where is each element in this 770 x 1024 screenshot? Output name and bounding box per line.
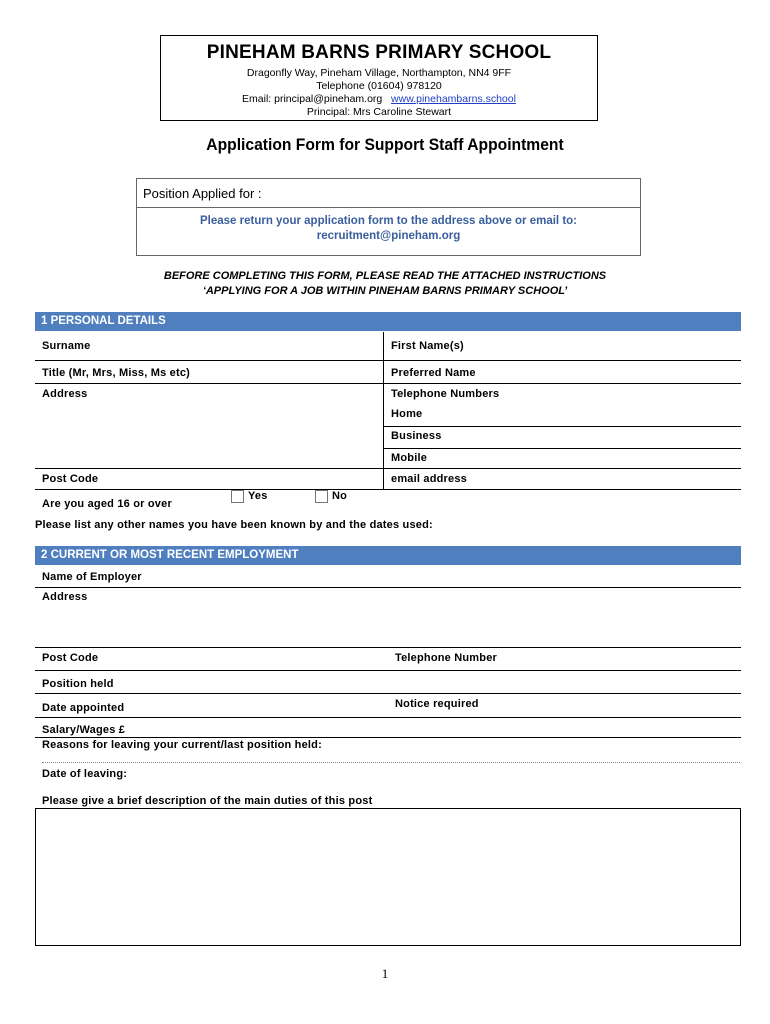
mobile-phone-label: Mobile xyxy=(391,452,428,464)
position-held-label: Position held xyxy=(42,678,114,690)
first-names-label: First Name(s) xyxy=(391,340,464,352)
address-label: Address xyxy=(42,388,88,400)
email-label: email address xyxy=(391,473,467,485)
home-phone-label: Home xyxy=(391,408,423,420)
business-phone-label: Business xyxy=(391,430,442,442)
return-line-1: Please return your application form to the address above or email to: xyxy=(199,215,578,227)
preferred-name-label: Preferred Name xyxy=(391,367,476,379)
yes-checkbox[interactable] xyxy=(231,490,244,503)
warning-line-1: BEFORE COMPLETING THIS FORM, PLEASE READ THE ATTACHED INSTRUCTIONS xyxy=(163,270,607,282)
employer-telephone-label: Telephone Number xyxy=(395,652,498,664)
school-email: Email: principal@pineham.org xyxy=(242,93,383,105)
divider xyxy=(35,647,741,648)
yes-label: Yes xyxy=(248,490,268,502)
reasons-dotted-line xyxy=(42,762,740,763)
salary-label: Salary/Wages £ xyxy=(42,724,126,736)
return-instructions xyxy=(137,208,640,244)
employer-label: Name of Employer xyxy=(42,571,142,583)
employer-postcode-label: Post Code xyxy=(42,652,99,664)
notice-required-label: Notice required xyxy=(395,698,479,710)
divider xyxy=(35,360,741,361)
divider xyxy=(383,383,384,489)
divider xyxy=(35,670,741,671)
section-2-heading: 2 CURRENT OR MOST RECENT EMPLOYMENT xyxy=(35,546,741,565)
school-address: Dragonfly Way, Pineham Village, Northampton, NN4 9FF xyxy=(246,67,512,79)
section-1-heading: 1 PERSONAL DETAILS xyxy=(35,312,741,331)
form-title: Application Form for Support Staff Appointment xyxy=(206,135,564,154)
divider xyxy=(35,587,741,588)
telephone-numbers-label: Telephone Numbers xyxy=(391,388,500,400)
warning-line-2: ‘APPLYING FOR A JOB WITHIN PINEHAM BARNS PRIMARY SCHOOL’ xyxy=(202,285,568,297)
page-number: 1 xyxy=(381,966,389,981)
postcode-label: Post Code xyxy=(42,473,99,485)
school-telephone: Telephone (01604) 978120 xyxy=(316,80,442,92)
divider xyxy=(35,489,741,490)
divider xyxy=(35,693,741,694)
school-contact xyxy=(161,93,597,106)
age-question: Are you aged 16 or over xyxy=(42,498,172,510)
divider xyxy=(35,383,741,384)
surname-label: Surname xyxy=(42,340,91,352)
divider xyxy=(35,737,741,738)
divider xyxy=(383,332,384,360)
divider xyxy=(35,717,741,718)
title-label: Title (Mr, Mrs, Miss, Ms etc) xyxy=(42,367,191,379)
divider xyxy=(384,448,741,449)
date-leaving-label: Date of leaving: xyxy=(42,768,128,780)
no-label: No xyxy=(332,490,348,502)
no-checkbox[interactable] xyxy=(315,490,328,503)
school-name: PINEHAM BARNS PRIMARY SCHOOL xyxy=(206,42,552,63)
instructions-warning xyxy=(0,269,770,299)
other-names-label: Please list any other names you have been known by and the dates used: xyxy=(35,519,433,531)
employer-address-label: Address xyxy=(42,591,88,603)
school-website-link[interactable]: www.pinehambarns.school xyxy=(391,93,516,105)
school-header xyxy=(160,35,598,121)
reasons-leaving-label: Reasons for leaving your current/last position held: xyxy=(42,739,322,751)
position-box xyxy=(136,178,641,256)
duties-label: Please give a brief description of the main duties of this post xyxy=(42,795,373,807)
divider xyxy=(383,360,384,383)
return-email: recruitment@pineham.org xyxy=(316,230,461,242)
divider xyxy=(384,426,741,427)
position-applied-field[interactable]: Position Applied for : xyxy=(137,179,640,208)
date-appointed-label: Date appointed xyxy=(42,702,125,714)
divider xyxy=(35,468,741,469)
school-principal: Principal: Mrs Caroline Stewart xyxy=(306,106,452,118)
duties-textarea[interactable] xyxy=(35,808,741,946)
